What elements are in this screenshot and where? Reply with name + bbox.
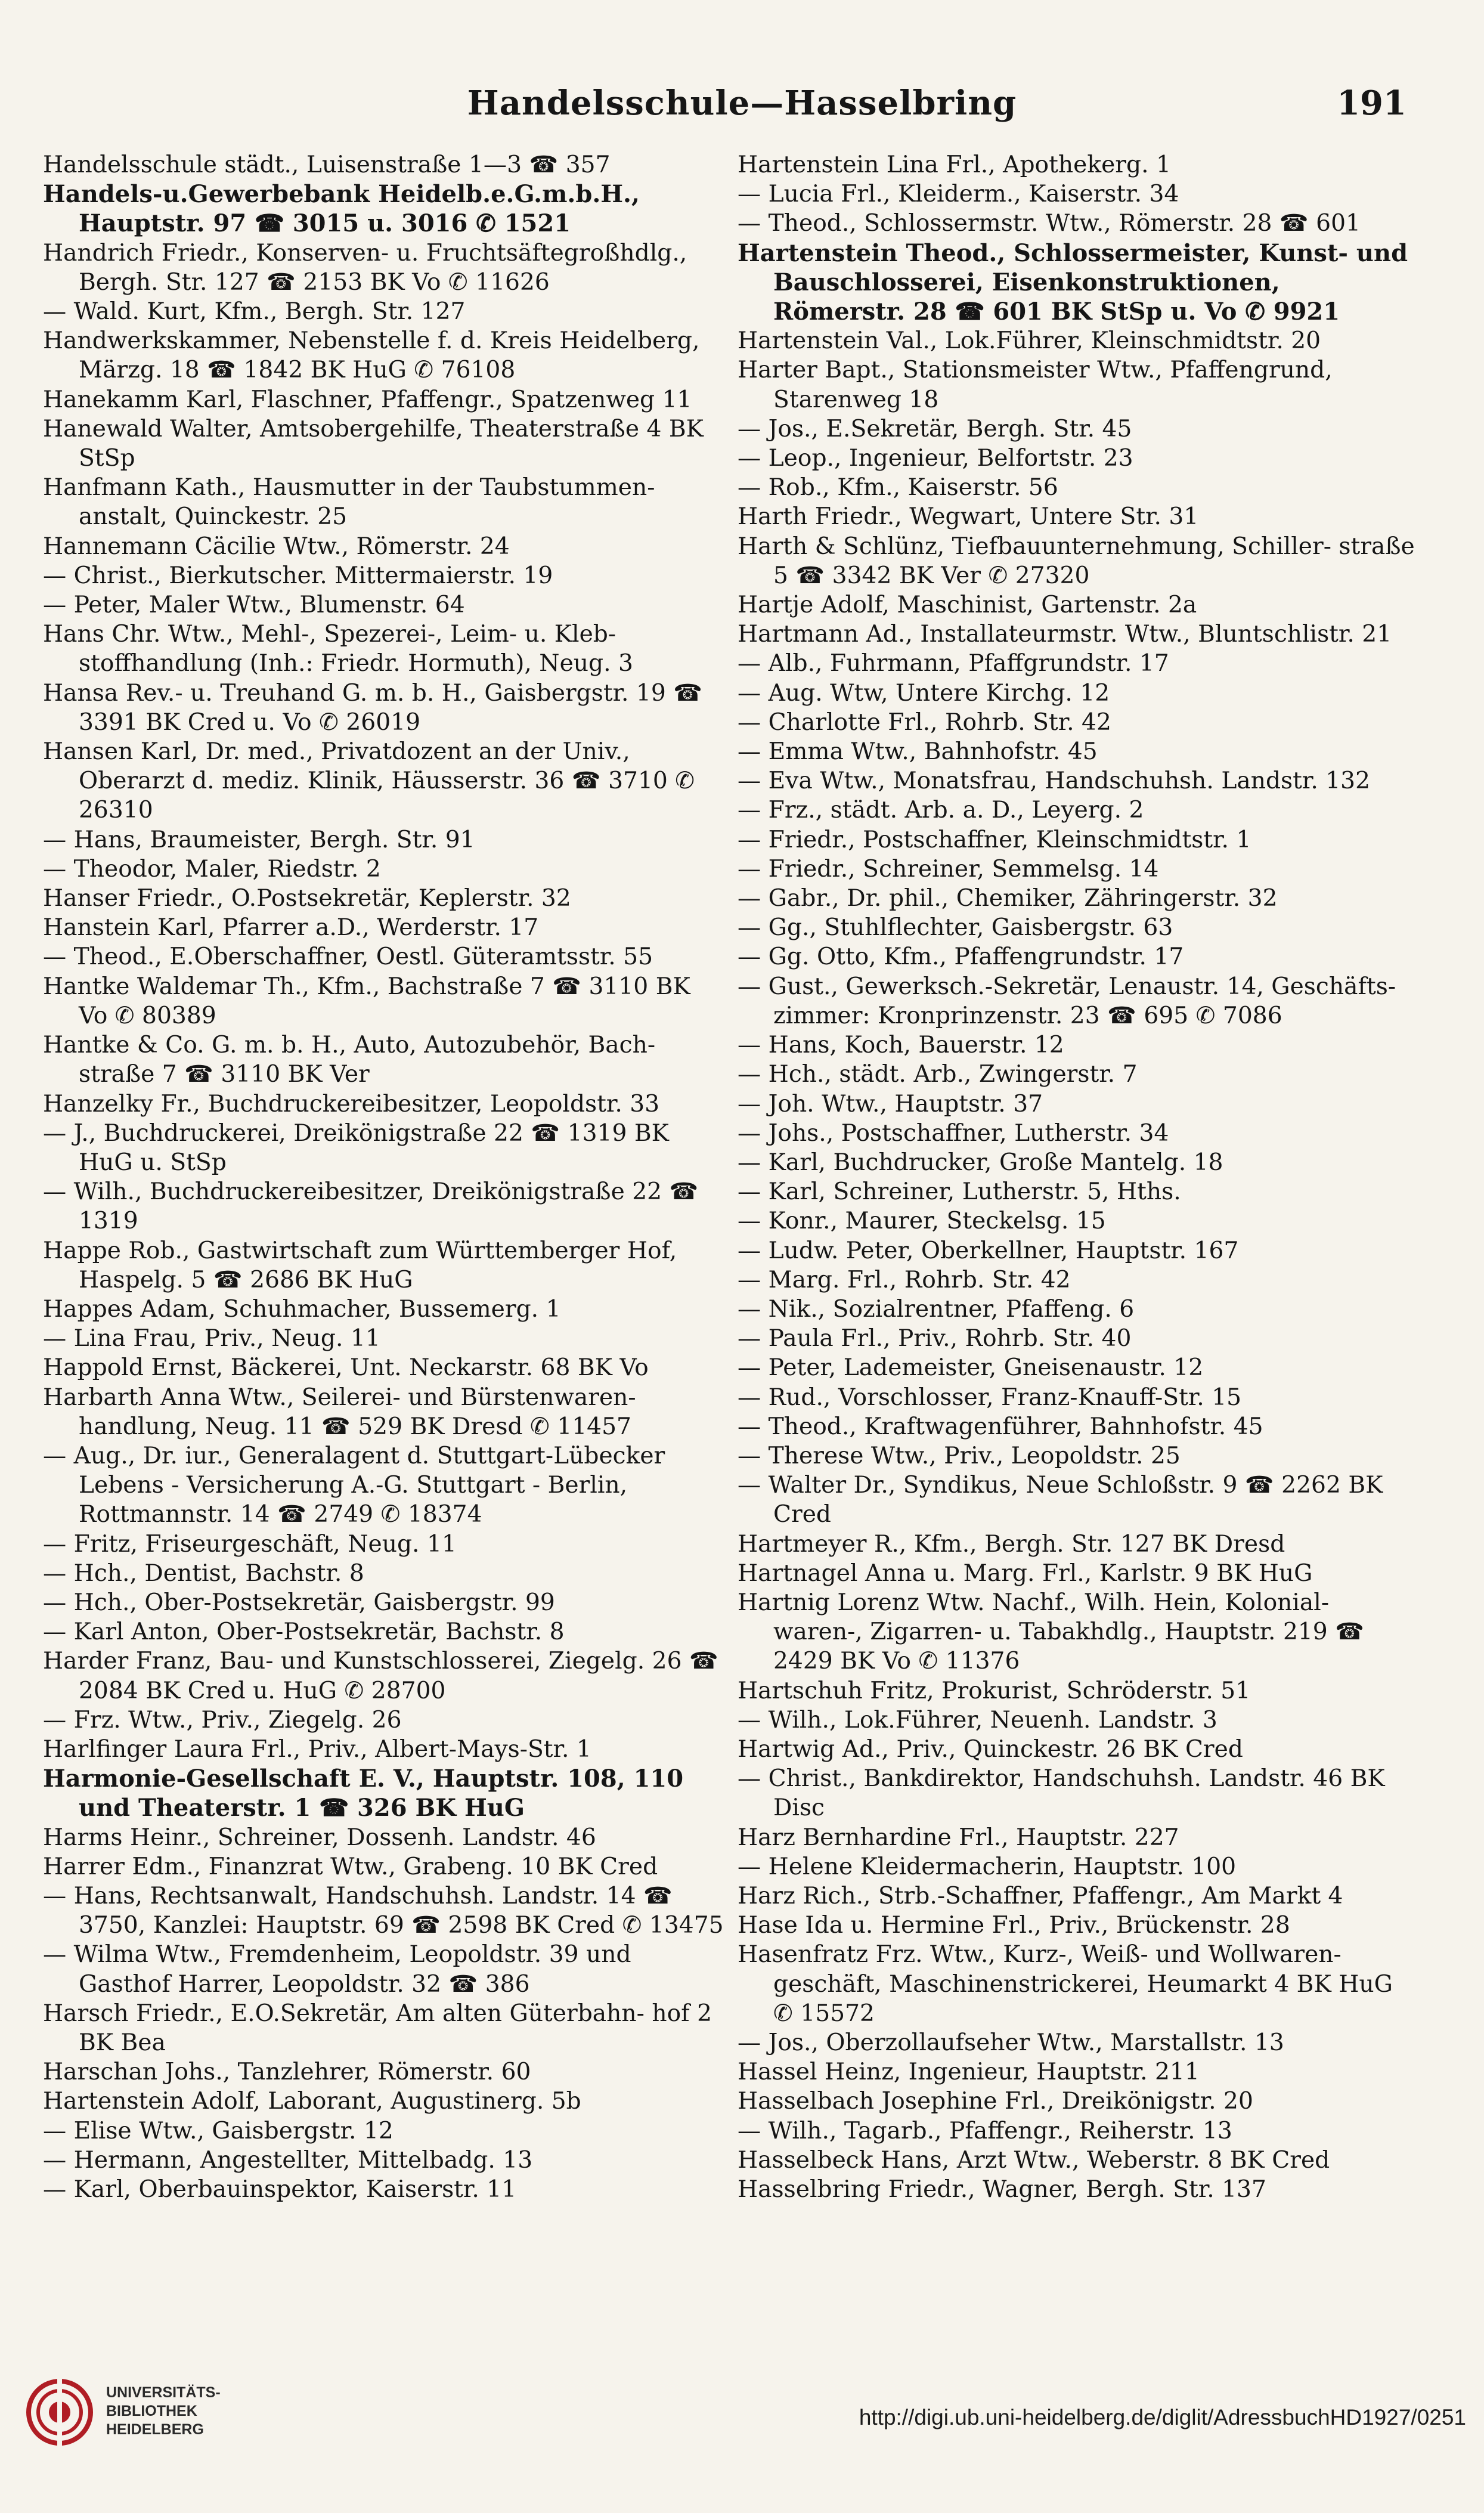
directory-entry: — Aug., Dr. iur., Generalagent d. Stuttgart-Lübecker Lebens - Versicherung A.-G. Stuttgart - Berlin, Rottmannstr. 14 ☎ 2749 ✆ 18374 [43,1442,665,1528]
directory-entry: — Wald. Kurt, Kfm., Bergh. Str. 127 [43,298,466,326]
directory-entry: — Therese Wtw., Priv., Leopoldstr. 25 [738,1442,1181,1469]
page-footer [0,2365,1484,2513]
directory-entry: — Karl Anton, Ober-Postsekretär, Bachstr. 8 [43,1618,565,1646]
directory-entry: — J., Buchdruckerei, Dreikönigstraße 22 ☎ 1319 BK HuG u. StSp [43,1119,669,1176]
library-logo [24,2365,238,2466]
directory-entry: — Jos., E.Sekretär, Bergh. Str. 45 [738,415,1132,442]
directory-entry: — Elise Wtw., Gaisbergstr. 12 [43,2117,394,2144]
directory-entry: — Aug. Wtw, Untere Kirchg. 12 [738,679,1110,707]
directory-entry: — Wilh., Buchdruckereibesitzer, Dreikönigstraße 22 ☎ 1319 [43,1178,699,1235]
directory-entry: Hartenstein Adolf, Laborant, Augustinerg. 5b [43,2088,581,2115]
directory-entry: — Friedr., Schreiner, Semmelsg. 14 [738,855,1159,883]
directory-entry: Handrich Friedr., Konserven- u. Fruchtsäftegroßhdlg., Bergh. Str. 127 ☎ 2153 BK Vo ✆ 11626 [43,239,687,296]
logo-line: BIBLIOTHEK [106,2403,197,2419]
directory-entry: — Peter, Lademeister, Gneisenaustr. 12 [738,1354,1204,1382]
directory-entry: Hannemann Cäcilie Wtw., Römerstr. 24 [43,533,510,560]
directory-entry: Hassel Heinz, Ingenieur, Hauptstr. 211 [738,2059,1200,2086]
directory-entry: Happe Rob., Gastwirtschaft zum Württemberger Hof, Haspelg. 5 ☎ 2686 BK HuG [43,1237,677,1293]
directory-entry: Harrer Edm., Finanzrat Wtw., Grabeng. 10 BK Cred [43,1853,658,1880]
directory-entry: — Karl, Buchdrucker, Große Mantelg. 18 [738,1149,1223,1176]
directory-entry: Hansa Rev.- u. Treuhand G. m. b. H., Gaisbergstr. 19 ☎ 3391 BK Cred u. Vo ✆ 26019 [43,679,703,736]
directory-entry: — Rob., Kfm., Kaiserstr. 56 [738,474,1058,502]
directory-entry: — Karl, Schreiner, Lutherstr. 5, Hths. [738,1178,1181,1206]
directory-entry: — Hans, Braumeister, Bergh. Str. 91 [43,826,475,853]
directory-entry: Hartwig Ad., Priv., Quinckestr. 26 BK Cred [738,1735,1243,1763]
directory-entry: Harth Friedr., Wegwart, Untere Str. 31 [738,503,1199,531]
directory-entry: Harz Rich., Strb.-Schaffner, Pfaffengr., Am Markt 4 [738,1882,1343,1909]
directory-entry: Hase Ida u. Hermine Frl., Priv., Brückenstr. 28 [738,1912,1290,1939]
directory-entry: Harder Franz, Bau- und Kunstschlosserei, Ziegelg. 26 ☎ 2084 BK Cred u. HuG ✆ 28700 [43,1648,718,1704]
directory-entry: — Hch., städt. Arb., Zwingerstr. 7 [738,1061,1138,1088]
directory-entry: — Fritz, Friseurgeschäft, Neug. 11 [43,1530,457,1558]
directory-entry: Hasselbach Josephine Frl., Dreikönigstr. 20 [738,2088,1253,2115]
directory-entry: Hartmeyer R., Kfm., Bergh. Str. 127 BK Dresd [738,1530,1285,1558]
directory-entry: Harschan Johs., Tanzlehrer, Römerstr. 60 [43,2059,531,2086]
directory-entry: — Theod., Kraftwagenführer, Bahnhofstr. 45 [738,1413,1263,1440]
directory-entry: Happold Ernst, Bäckerei, Unt. Neckarstr. 68 BK Vo [43,1354,649,1382]
directory-entry: — Alb., Fuhrmann, Pfaffgrundstr. 17 [738,650,1169,677]
directory-entry: Hartenstein Lina Frl., Apothekerg. 1 [738,151,1171,178]
directory-entry: Hasselbring Friedr., Wagner, Bergh. Str. 137 [738,2176,1266,2203]
directory-entry: Harlfinger Laura Frl., Priv., Albert-Mays-Str. 1 [43,1735,591,1763]
directory-entry: — Eva Wtw., Monatsfrau, Handschuhsh. Landstr. 132 [738,767,1371,795]
directory-entry: Hartje Adolf, Maschinist, Gartenstr. 2a [738,592,1197,619]
directory-entry: — Theod., Schlossermstr. Wtw., Römerstr. 28 ☎ 601 [738,210,1361,237]
directory-entry: — Wilh., Tagarb., Pfaffengr., Reiherstr. 13 [738,2117,1232,2144]
directory-entry: — Hans, Rechtsanwalt, Handschuhsh. Landstr. 14 ☎ 3750, Kanzlei: Hauptstr. 69 ☎ 2598 BK Cred ✆ 13475 [43,1882,724,1939]
directory-entry: Hanewald Walter, Amtsobergehilfe, Theaterstraße 4 BK StSp [43,415,704,472]
directory-entry: — Lucia Frl., Kleiderm., Kaiserstr. 34 [738,181,1179,208]
directory-entry: Hartenstein Theod., Schlossermeister, Kunst- und Bauschlosserei, Eisenkonstruktionen, Römerstr. 28 ☎ 601 BK StSp u. Vo ✆ 9921 [738,239,1408,326]
directory-entry: Handwerkskammer, Nebenstelle f. d. Kreis Heidelberg, Märzg. 18 ☎ 1842 BK HuG ✆ 76108 [43,327,700,384]
directory-entry: Hansen Karl, Dr. med., Privatdozent an der Univ., Oberarzt d. mediz. Klinik, Häusserstr. 36 ☎ 3710 ✆ 26310 [43,738,695,824]
directory-entry: — Christ., Bierkutscher. Mittermaierstr. 19 [43,562,553,589]
directory-entry: — Leop., Ingenieur, Belfortstr. 23 [738,445,1133,472]
directory-entry: — Hch., Ober-Postsekretär, Gaisbergstr. 99 [43,1589,555,1616]
directory-entry: — Peter, Maler Wtw., Blumenstr. 64 [43,592,465,619]
directory-entry: Harter Bapt., Stationsmeister Wtw., Pfaffengrund, Starenweg 18 [738,357,1333,413]
directory-entry: — Hans, Koch, Bauerstr. 12 [738,1032,1064,1059]
directory-entry: — Frz., städt. Arb. a. D., Leyerg. 2 [738,797,1144,824]
source-url[interactable]: http://digi.ub.uni-heidelberg.de/diglit/AdressbuchHD1927/0251 [859,2405,1466,2430]
directory-entry: Happes Adam, Schuhmacher, Bussemerg. 1 [43,1295,561,1323]
directory-entry: — Ludw. Peter, Oberkellner, Hauptstr. 167 [738,1237,1239,1264]
directory-entry: — Charlotte Frl., Rohrb. Str. 42 [738,708,1111,736]
logo-line: HEIDELBERG [106,2421,204,2438]
directory-entry: Hantke & Co. G. m. b. H., Auto, Autozubehör, Bach- straße 7 ☎ 3110 BK Ver [43,1032,656,1088]
directory-entry: — Christ., Bankdirektor, Handschuhsh. Landstr. 46 BK Disc [738,1765,1385,1822]
directory-entry: — Paula Frl., Priv., Rohrb. Str. 40 [738,1325,1132,1353]
right-column [730,150,1419,2204]
directory-entry: — Gust., Gewerksch.-Sekretär, Lenaustr. 14, Geschäfts- zimmer: Kronprinzenstr. 23 ☎ 695 ✆ 7086 [738,973,1396,1029]
page-header [0,83,1484,137]
directory-entry: Hasselbeck Hans, Arzt Wtw., Weberstr. 8 BK Cred [738,2146,1330,2174]
directory-entry: Hantke Waldemar Th., Kfm., Bachstraße 7 ☎ 3110 BK Vo ✆ 80389 [43,973,690,1029]
directory-entry: — Hch., Dentist, Bachstr. 8 [43,1559,364,1587]
directory-entry: — Theodor, Maler, Riedstr. 2 [43,855,381,883]
directory-entry: — Frz. Wtw., Priv., Ziegelg. 26 [43,1706,402,1734]
directory-entry: — Konr., Maurer, Steckelsg. 15 [738,1208,1106,1235]
directory-entry: — Marg. Frl., Rohrb. Str. 42 [738,1266,1071,1293]
directory-entry: — Gg., Stuhlflechter, Gaisbergstr. 63 [738,914,1173,942]
directory-entry: Hasenfratz Frz. Wtw., Kurz-, Weiß- und Wollwaren- geschäft, Maschinenstrickerei, Heumarkt 4 BK HuG ✆ 15572 [738,1941,1393,2027]
directory-entry: Harz Bernhardine Frl., Hauptstr. 227 [738,1824,1179,1851]
directory-entry: Handelsschule städt., Luisenstraße 1—3 ☎ 357 [43,151,611,178]
directory-entry: Hartnig Lorenz Wtw. Nachf., Wilh. Hein, Kolonial- waren-, Zigarren- u. Tabakhdlg., Hauptstr. 219 ☎ 2429 BK Vo ✆ 11376 [738,1589,1365,1675]
directory-entry: — Emma Wtw., Bahnhofstr. 45 [738,738,1098,766]
directory-entry: Hartmann Ad., Installateurmstr. Wtw., Bluntschlistr. 21 [738,621,1392,648]
directory-entry: — Rud., Vorschlosser, Franz-Knauff-Str. 15 [738,1384,1242,1411]
directory-entry: Hanstein Karl, Pfarrer a.D., Werderstr. 17 [43,914,539,942]
directory-entry: Harsch Friedr., E.O.Sekretär, Am alten Güterbahn- hof 2 BK Bea [43,2000,712,2056]
directory-entry: Harth & Schlünz, Tiefbauunternehmung, Schiller- straße 5 ☎ 3342 BK Ver ✆ 27320 [738,533,1415,589]
directory-entry: — Wilma Wtw., Fremdenheim, Leopoldstr. 39 und Gasthof Harrer, Leopoldstr. 32 ☎ 386 [43,1941,631,1998]
directory-entry: — Nik., Sozialrentner, Pfaffeng. 6 [738,1295,1135,1323]
directory-entry: — Jos., Oberzollaufseher Wtw., Marstallstr. 13 [738,2029,1284,2056]
logo-line: UNIVERSITÄTS- [106,2384,221,2401]
directory-entry: Hartschuh Fritz, Prokurist, Schröderstr. 51 [738,1677,1251,1704]
directory-entry: — Karl, Oberbauinspektor, Kaiserstr. 11 [43,2176,517,2203]
directory-entry: — Gabr., Dr. phil., Chemiker, Zähringerstr. 32 [738,885,1278,912]
directory-entry: — Gg. Otto, Kfm., Pfaffengrundstr. 17 [738,943,1184,971]
directory-entry: — Helene Kleidermacherin, Hauptstr. 100 [738,1853,1237,1880]
directory-entry: Hanekamm Karl, Flaschner, Pfaffengr., Spatzenweg 11 [43,386,692,413]
directory-entry: — Hermann, Angestellter, Mittelbadg. 13 [43,2146,533,2174]
directory-entry: Hartnagel Anna u. Marg. Frl., Karlstr. 9 BK HuG [738,1559,1313,1587]
library-logo-text [106,2384,221,2439]
directory-entry: Hans Chr. Wtw., Mehl-, Spezerei-, Leim- u. Kleb- stoffhandlung (Inh.: Friedr. Hormuth), Neug. 3 [43,621,633,677]
directory-entry: Hanzelky Fr., Buchdruckereibesitzer, Leopoldstr. 33 [43,1090,660,1118]
directory-entry: — Friedr., Postschaffner, Kleinschmidtstr. 1 [738,826,1251,853]
directory-entry: — Joh. Wtw., Hauptstr. 37 [738,1090,1043,1118]
directory-entry: — Lina Frau, Priv., Neug. 11 [43,1325,380,1353]
directory-entry: — Wilh., Lok.Führer, Neuenh. Landstr. 3 [738,1706,1217,1734]
directory-entry: Harmonie-Gesellschaft E. V., Hauptstr. 108, 110 und Theaterstr. 1 ☎ 326 BK HuG [43,1765,684,1822]
directory-entry: Harms Heinr., Schreiner, Dossenh. Landstr. 46 [43,1824,596,1851]
running-head-title: Handelsschule—Hasselbring [467,83,1017,123]
directory-entry: Hanfmann Kath., Hausmutter in der Taubstummen- anstalt, Quinckestr. 25 [43,474,655,531]
directory-entry: Hartenstein Val., Lok.Führer, Kleinschmidtstr. 20 [738,327,1321,355]
directory-entry: Handels-u.Gewerbebank Heidelb.e.G.m.b.H., Hauptstr. 97 ☎ 3015 u. 3016 ✆ 1521 [43,180,640,238]
directory-entry: — Walter Dr., Syndikus, Neue Schloßstr. 9 ☎ 2262 BK Cred [738,1472,1383,1528]
library-logo-icon [24,2376,95,2448]
directory-entry: — Theod., E.Oberschaffner, Oestl. Güteramtsstr. 55 [43,943,653,971]
directory-entry: Harbarth Anna Wtw., Seilerei- und Bürstenwaren- handlung, Neug. 11 ☎ 529 BK Dresd ✆ 11457 [43,1384,636,1440]
directory-entry: Hanser Friedr., O.Postsekretär, Keplerstr. 32 [43,885,571,912]
page-number: 191 [1337,83,1406,123]
directory-entry: — Johs., Postschaffner, Lutherstr. 34 [738,1119,1169,1147]
left-column [36,150,724,2204]
